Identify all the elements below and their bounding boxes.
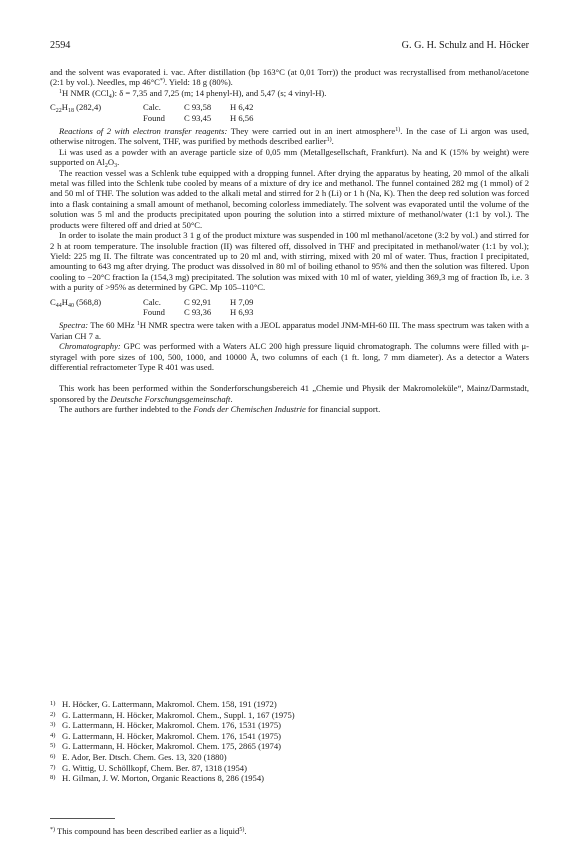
analysis-found-row: Found C 93,45 H 6,56 <box>143 112 254 123</box>
paragraph-reaction-vessel: The reaction vessel was a Schlenk tube equipped with a dropping funnel. After drying the apparatus by heating, 20 mmol of the alkali metal was filled into the Schlenk tube cooled by means of a mixture of dry ice and methanol. The funnel contained 282 mg (1 mmol) of 2 and 50 ml of THF. The solution was added to the alkali metal and stirred for 2 h (Li) or 1 h (Na, K). Then the deep red solution was forced into a flask containing a small amount of methanol, becoming colorless immediately. The solvent was evaporated until the volume of the solution was 5 ml and the products precipitated upon pouring the solution into a stirred mixture of methanol/water (1:1 by vol.). The products were filtered off and dried at 50°C. <box>50 167 529 230</box>
paragraph-acknowledgement-1: This work has been performed within the Sonderforschungsbereich 41 „Chemie und Physik der Makromoleküle“, Mainz/Darmstadt, sponsored by the Deutsche Forschungsgemeinschaft. <box>50 383 529 404</box>
paragraph-spectra: Spectra: The 60 MHz $^1$H NMR spectra were taken with a JEOL apparatus model JNM-MH-60 III. The mass spectrum was taken with a Varian CH 7 a. <box>50 320 529 341</box>
paragraph-distillation: and the solvent was evaporated i. vac. After distillation (bp 163°C (at 0,01 Torr)) the product was recrystallised from methanol/acetone (2:1 by vol.). Needles, mp 46°C*). Yield: 18 g (80%). <box>50 67 529 88</box>
page-header <box>50 40 529 52</box>
paragraph-chromatography: Chromatography: GPC was performed with a Waters ALC 200 high pressure liquid chromatograph. The columns were filled with μ-styragel with pore sizes of 100, 500, 1000, and 10000 Å, two columns of each (1 ft. long, 7 mm diameter). As a detector a Waters differential refractometer Type R 401 was used. <box>50 341 529 372</box>
reference-item: 1) H. Höcker, G. Lattermann, Makromol. Chem. 158, 191 (1972) <box>50 699 277 709</box>
analysis-calc-row: Calc. C 92,91 H 7,09 <box>143 296 254 307</box>
paragraph-isolation: In order to isolate the main product 3 1 g of the product mixture was suspended in 100 ml methanol/acetone (3:2 by vol.) and stirred for 2 h at room temperature. The insoluble fraction (II) was filtered off, dissolved in THF and precipitated in methanol/water (1:1 by vol.); Yield: 225 mg II. The filtrate was concentrated up to 20 ml and, with stirring, mixed with 20 ml of water. Thus, fraction I precipitated, amounting to 643 mg after drying. The product was dissolved in 80 ml of boiling ethanol to 95% and then the solution was filtered. Upon cooling to −20°C fraction Ia (154,3 mg) precipitated. The solution was mixed with 10 ml of water, yielding 369,3 mg of fraction Ib, i.e. 3 with a purity of >95% as determined by GPC. Mp 105–110°C. <box>50 230 529 293</box>
reference-item: 4) G. Lattermann, H. Höcker, Makromol. Chem. 176, 1541 (1975) <box>50 730 281 741</box>
analysis-calc-row: Calc. C 93,58 H 6,42 <box>143 102 254 113</box>
reference-item: 8) H. Gilman, J. W. Morton, Organic Reactions 8, 286 (1954) <box>50 773 265 784</box>
reference-item: 6) E. Ador, Ber. Dtsch. Chem. Ges. 13, 320 (1880) <box>50 751 227 762</box>
paragraph-reactions: Reactions of 2 with electron transfer reagents: They were carried out in an inert atmosphere$^{1)}$. In the case of Li argon was used, otherwise nitrogen. The solvent, THF, was purified by methods described earlier$^{1)}$. <box>50 126 529 147</box>
paragraph-acknowledgement-2: The authors are further indebted to the Fonds der Chemischen Industrie for financial support. <box>59 404 381 415</box>
reference-item: 5) G. Lattermann, H. Höcker, Makromol. Chem. 175, 2865 (1974) <box>50 741 281 752</box>
formula-c44h40: $C_{44}H_{40}$ (568,8) <box>50 296 102 309</box>
elemental-analysis-1 <box>50 102 529 123</box>
article-body <box>50 67 529 415</box>
reference-list <box>50 699 529 784</box>
reference-item: 3) G. Lattermann, H. Höcker, Makromol. Chem. 176, 1531 (1975) <box>50 720 281 731</box>
footnote: *) This compound has been described earlier as a liquid$^{5)}$. <box>50 826 247 836</box>
reference-item: 7) G. Wittig, U. Schöllkopf, Chem. Ber. 87, 1318 (1954) <box>50 762 247 773</box>
paragraph-nmr: $^1$H NMR (CCl$_4$): δ = 7,35 and 7,25 (m; 14 phenyl-H), and 5,47 (s; 4 vinyl-H). <box>59 87 327 100</box>
paragraph-lithium: Li was used as a powder with an average particle size of 0,05 mm (Metallgesellschaft, Frankfurt). Na and K (15% by weight) were supported on $Al_2O_3$. <box>50 146 529 170</box>
page-number: 2594 <box>50 40 71 51</box>
running-head: G. G. H. Schulz and H. Höcker <box>401 40 529 51</box>
elemental-analysis-2 <box>50 297 529 318</box>
footnote-divider <box>50 818 115 819</box>
reference-item: 2) G. Lattermann, H. Höcker, Makromol. Chem., Suppl. 1, 167 (1975) <box>50 709 295 720</box>
formula-c22h18: $C_{22}H_{18}$ (282,4) <box>50 102 102 115</box>
analysis-found-row: Found C 93,36 H 6,93 <box>143 306 254 317</box>
